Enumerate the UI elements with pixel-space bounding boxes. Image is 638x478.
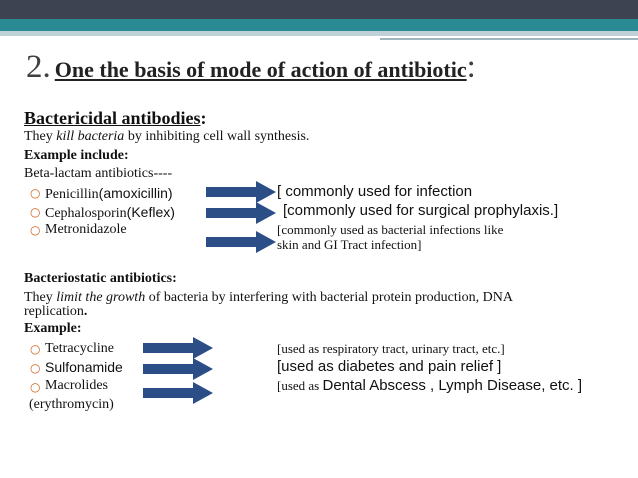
bactericidal-heading-text: Bactericidal antibodies [24, 108, 201, 128]
drug-erythromycin: (erythromycin) [29, 397, 114, 412]
title-colon: : [466, 49, 476, 85]
right-arrow-icon [143, 382, 213, 404]
bacteriostatic-description [24, 291, 513, 305]
drug-name: Penicillin [45, 187, 99, 202]
circle-bullet-icon: ○ [30, 361, 41, 375]
circle-bullet-icon: ○ [30, 380, 41, 394]
circle-bullet-icon: ○ [30, 186, 41, 200]
right-arrow-icon [206, 181, 276, 203]
right-arrow-icon [143, 337, 213, 359]
drug-use-cephalosporin: [commonly used for surgical prophylaxis.] [283, 202, 559, 219]
bacteriostatic-desc-em: limit the growth [56, 290, 146, 305]
bactericidal-class-line: Beta-lactam antibiotics---- [24, 166, 173, 181]
header-bar-dark [0, 0, 638, 19]
slide-title [26, 51, 476, 84]
drug-tetracycline: Tetracycline [45, 341, 114, 356]
right-arrow-icon [206, 202, 276, 224]
drug-sulfonamide: Sulfonamide [45, 359, 123, 375]
bactericidal-description [24, 130, 309, 144]
drug-subname: (amoxicillin) [98, 185, 173, 201]
drug-name: Cephalosporin [45, 206, 127, 221]
circle-bullet-icon: ○ [30, 223, 41, 237]
right-arrow-icon [206, 231, 276, 253]
title-text: One the basis of mode of action of antibiotic [54, 57, 467, 82]
bacteriostatic-desc-line2: replication [24, 304, 84, 319]
bacteriostatic-description-line2 [24, 305, 87, 319]
header-bar-teal [0, 19, 638, 31]
drug-subname: (Keflex) [126, 204, 175, 220]
bactericidal-heading-colon: : [200, 108, 207, 128]
drug-metronidazole: Metronidazole [45, 222, 127, 237]
drug-use-tetracycline: [used as respiratory tract, urinary tract, etc.] [277, 341, 505, 356]
drug-use-metronidazole: [commonly used as bacterial infections like [277, 222, 504, 237]
header-bar-accent-line [380, 38, 638, 40]
drug-use-macrolides-text: Dental Abscess , Lymph Disease, etc. ] [322, 377, 583, 394]
drug-cephalosporin [45, 205, 175, 221]
bactericidal-desc-post: by inhibiting cell wall synthesis. [124, 129, 310, 144]
drug-use-macrolides-pre: [used as [277, 378, 323, 393]
circle-bullet-icon: ○ [30, 342, 41, 356]
bactericidal-example-label: Example include: [24, 148, 129, 163]
drug-use-penicillin: [ commonly used for infection [277, 183, 473, 200]
bactericidal-desc-pre: They [24, 129, 57, 144]
circle-bullet-icon: ○ [30, 205, 41, 219]
title-number: 2. [26, 49, 51, 85]
drug-macrolides: Macrolides [45, 378, 108, 393]
header-bar-light [0, 31, 638, 36]
bactericidal-desc-em: kill bacteria [56, 129, 125, 144]
drug-use-macrolides [277, 378, 582, 394]
bacteriostatic-example-label: Example: [24, 321, 82, 336]
bacteriostatic-desc-line2-end: . [83, 304, 88, 319]
drug-use-sulfonamide: [used as diabetes and pain relief ] [277, 358, 502, 375]
bacteriostatic-heading: Bacteriostatic antibiotics: [24, 271, 177, 286]
bacteriostatic-desc-post: of bacteria by interfering with bacterial protein production, DNA [145, 290, 513, 305]
drug-use-metronidazole-line2: skin and GI Tract infection] [277, 237, 422, 252]
bacteriostatic-desc-pre: They [24, 290, 57, 305]
right-arrow-icon [143, 358, 213, 380]
drug-penicillin [45, 186, 173, 202]
bactericidal-heading [24, 109, 207, 127]
